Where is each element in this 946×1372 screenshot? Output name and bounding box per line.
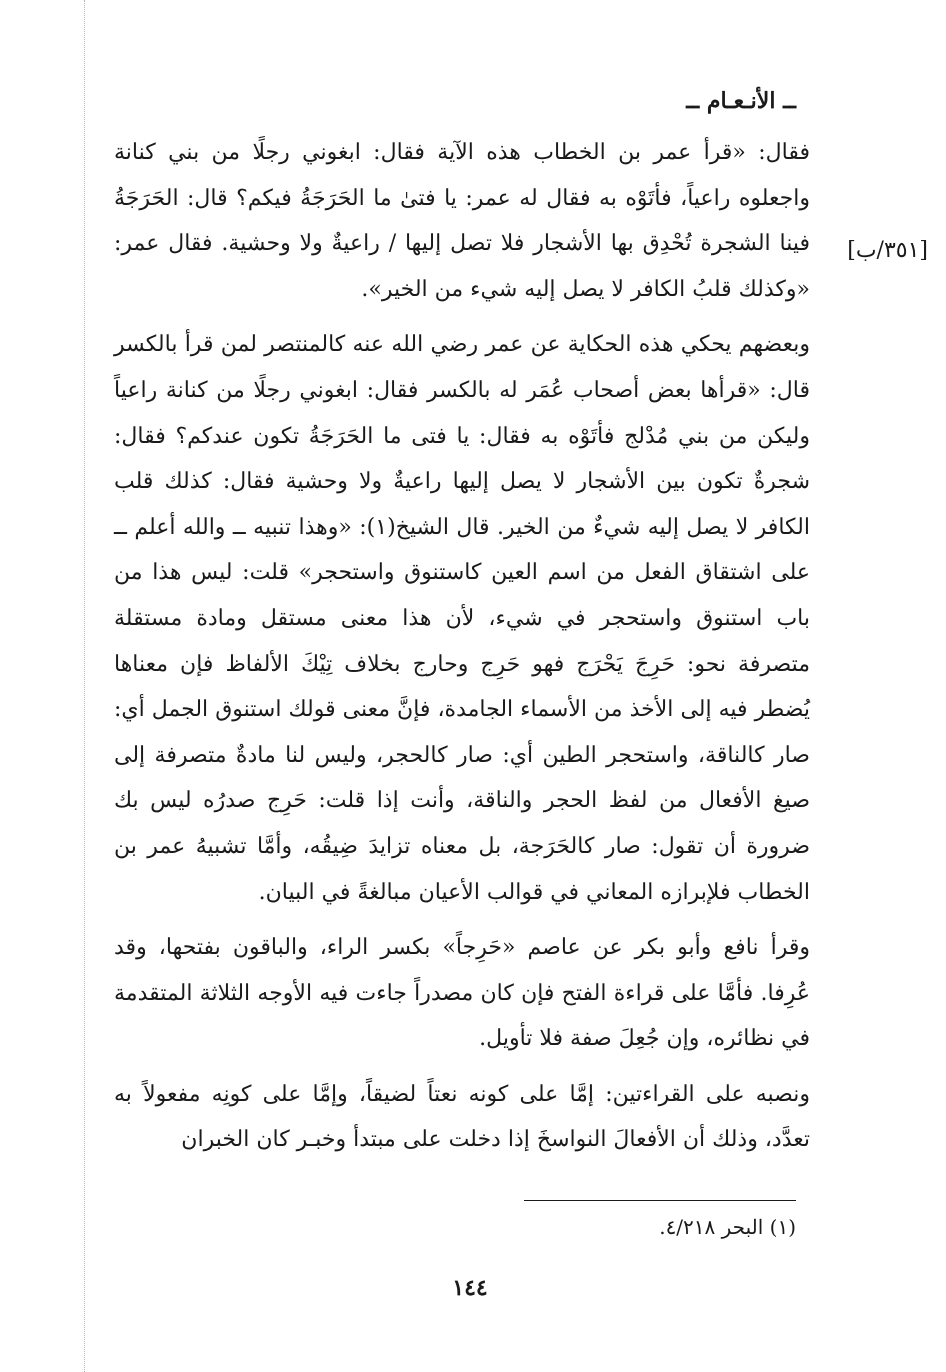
running-header-title: ــ الأنـعـام ــ <box>686 88 796 114</box>
footnote: (١) البحر ٤/٢١٨. <box>659 1215 796 1239</box>
main-text-block <box>114 130 810 1173</box>
paragraph: ونصبه على القراءتين: إمَّا على كونه نعتاً لضيقاً، وإمَّا على كونِه مفعولاً به تعدَّد، وذلك أن الأفعالَ النواسخَ إذا دخلت على مبتدأ وخبـر كان الخبران <box>114 1081 810 1153</box>
paragraph: وبعضهم يحكي هذه الحكاية عن عمر رضي الله عنه كالمنتصر لمن قرأ بالكسر قال: «قرأها بعض أصحاب عُمَر له بالكسر فقال: ابغوني رجلًا من كنانة راعياً وليكن من بني مُدْلج فأتَوْه به فقال: يا فتى ما الحَرَجَةُ تكون عندكم؟ فقال: شجرةٌ تكون بين الأشجار لا يصل إليها راعيةٌ ولا وحشية فقال: كذلك قلب الكافر لا يصل إليه شيءٌ من الخير. قال الشيخ(١): «وهذا تنبيه ــ والله أعلم ــ على اشتقاق الفعل من اسم العين كاستنوق واستحجر» قلت: ليس هذا من باب استنوق واستحجر في شيء، لأن هذا معنى مستقل ومادة مستقلة متصرفة نحو: حَرِجَ يَحْرَج فهو حَرِج وحارج بخلاف تِيْكَ الألفاظ فإن معناها يُضطر فيه إلى الأخذ من الأسماء الجامدة، فإنَّ معنى قولك استنوق الجمل أي: صار كالناقة، واستحجر الطين أي: صار كالحجر، وليس لنا مادةٌ متصرفة إلى صيغ الأفعال من لفظ الحجر والناقة، وأنت إذا قلت: حَرِج صدرُه ليس بك ضرورة أن تقول: صار كالحَرَجة، بل معناه تزايدَ ضِيقُه، وأمَّا تشبيهُ عمر بن الخطاب فلإبرازه المعاني في قوالب الأعيان مبالغةً في البيان. <box>114 332 810 905</box>
manuscript-folio-marker: [٣٥١/ب] <box>847 238 928 263</box>
page-number: ١٤٤ <box>452 1275 488 1301</box>
footnote-divider <box>524 1200 796 1201</box>
paragraph: وقرأ نافع وأبو بكر عن عاصم «حَرِجاً» بكسر الراء، والباقون بفتحها، وقد عُرِفا. فأمَّا على قراءة الفتح فإن كان مصدراً جاءت فيه الأوجه الثلاثة المتقدمة في نظائره، وإن جُعِلَ صفة فلا تأويل. <box>114 935 810 1052</box>
scan-fold-line <box>84 0 85 1372</box>
paragraph: فقال: «قرأ عمر بن الخطاب هذه الآية فقال: ابغوني رجلًا من بني كنانة واجعلوه راعياً، فأتَوْه به فقال له عمر: يا فتىٰ ما الحَرَجَةُ فيكم؟ قال: الحَرَجَةُ فينا الشجرة تُحْدِق بها الأشجار فلا تصل إليها / راعيةٌ ولا وحشية. فقال عمر: «وكذلك قلبُ الكافر لا يصل إليه شيء من الخير». <box>114 140 810 302</box>
